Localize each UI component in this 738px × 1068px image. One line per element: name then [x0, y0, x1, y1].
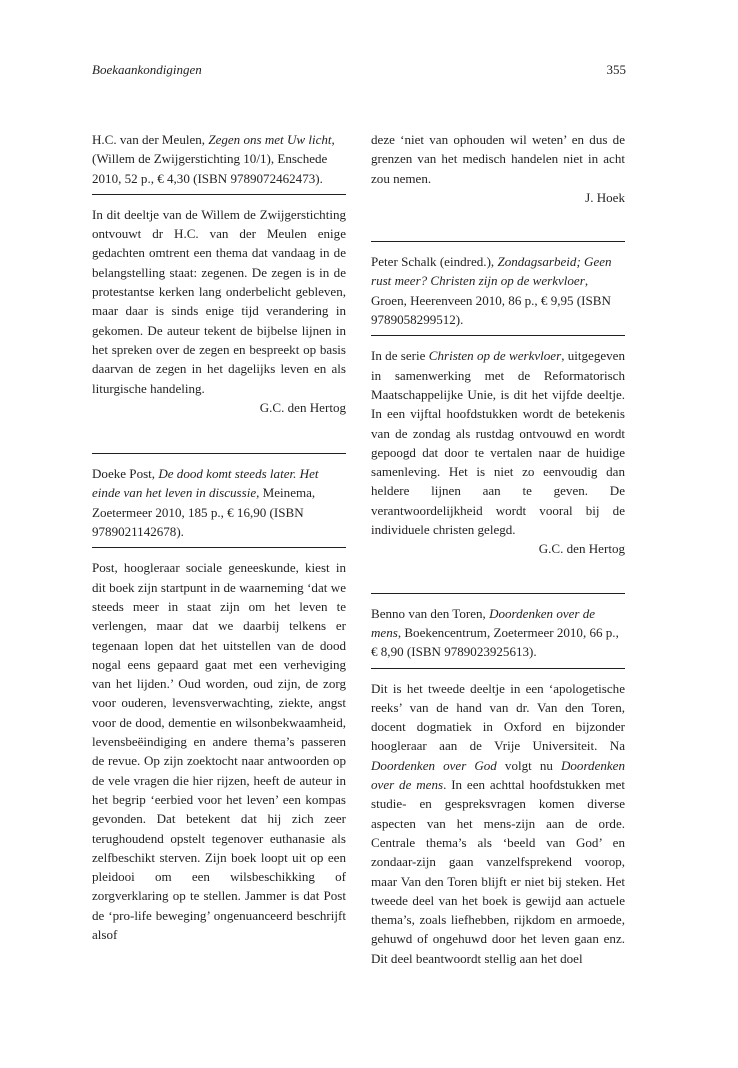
citation-author: Benno van den Toren,	[371, 605, 490, 621]
review-text-meulen: In dit deeltje van de Willem de Zwijgerstichting ontvouwt dr H.C. van der Meulen enige gedachten omtrent een thema dat vandaag in de belangstelling staat: zegenen. De zegen is in de protestantse kerken lang onderbelicht gebleven, maar daar is sinds enige tijd verandering in gekomen. De auteur tekent de bijbelse lijnen in het spreken over de zegen en bespreekt op basis daarvan de zegen in het dagelijks leven en als liturgische handeling.	[92, 206, 346, 396]
citation-author: Doeke Post,	[92, 466, 159, 482]
book-title-reference: Doordenken over de mens	[371, 757, 625, 793]
review-fragment: In de serie	[371, 348, 429, 364]
citation-title: Zegen ons met Uw licht	[208, 132, 332, 147]
divider-rule	[371, 668, 625, 669]
left-column	[92, 130, 346, 944]
reviewer-name: G.C. den Hertog	[538, 541, 625, 557]
citation-publication: Meinema, Zoetermeer 2010, 185 p., € 16,90 (ISBN 9789021142678).	[92, 485, 316, 540]
running-head-title: Boekaankondigingen	[92, 62, 202, 77]
review-text-schalk	[371, 346, 625, 539]
book-citation-schalk	[371, 252, 625, 329]
right-column	[371, 130, 625, 968]
review-text-post: Post, hoogleraar sociale geneeskunde, kiest in dit boek zijn startpunt in de waarneming ‘dat we steeds meer in staat zijn om het leven te verlengen, maar dat we daarbij telkens er tegenaan lopen dat het uitstellen van de dood nogal eens gepaard gaat met een verheviging van het lijden.’ Oud worden, oud zijn, de zorg voor ouderen, levensverwachting, ziekte, angst voor de dood, dementie en wilsonbekwaamheid, levensbeëindiging en andere thema’s passeren de revue. Op zijn zoektocht naar antwoorden op de vele vragen die hier rijzen, heeft de auteur in het begrip ‘eerbied voor het leven’ een kompas gevonden. Dat betekent dat hij zich zeer terughoudend opstelt tegenover euthanasie als zelfbeschikt sterven. Zijn boek loopt uit op een pleidooi om een wilsbeschikking of zorgverklaring op te stellen. Jammer is dat Post de ‘pro-life beweging’ ongenuanceerd beschrijft alsof	[92, 560, 346, 942]
reviewer-name: J. Hoek	[585, 189, 625, 205]
citation-author: H.C. van der Meulen,	[92, 132, 209, 147]
divider-rule	[92, 547, 346, 548]
reviewer-name: G.C. den Hertog	[259, 399, 346, 415]
divider-rule	[371, 241, 625, 242]
review-text-post-continued: deze ‘niet van ophouden wil weten’ en dus de grenzen van het medisch handelen niet in acht zou nemen.	[371, 132, 625, 186]
citation-title: Zondagsarbeid; Geen rust meer? Christen zijn op de werkvloer	[371, 254, 612, 289]
book-title-reference: Doordenken over God	[371, 757, 497, 773]
citation-title: De dood komt steeds later. Het einde van het leven in discussie,	[92, 466, 319, 501]
citation-title: Doordenken over de mens	[371, 605, 596, 640]
divider-rule	[92, 194, 346, 195]
divider-rule	[371, 593, 625, 594]
series-title: Christen op de werkvloer	[428, 348, 562, 364]
review-fragment: , uitgegeven in samenwerking met de Reformatorisch Maatschappelijke Unie, is dit het vijfde deeltje. In een vijftal hoofdstukken wordt de betekenis van de zondag als rustdag ontvouwd en wordt gepoogd dat door te vertalen naar de huidige samenleving. Het is niet zo eenvoudig dan heldere lijnen aan te geven. De verantwoordelijkheid wordt vooral bij de individuele christen gelegd.	[371, 348, 626, 538]
divider-rule	[92, 453, 346, 454]
review-fragment: Dit is het tweede deeltje in een ‘apologetische reeks’ van de hand van dr. Van den Toren, docent dogmatiek in Oxford en bijzonder hoogleraar aan de Vrije Universiteit. Na	[371, 680, 625, 754]
citation-publication: , (Willem de Zwijgerstichting 10/1), Enschede 2010, 52 p., € 4,30 (ISBN 9789072462473).	[92, 132, 335, 186]
citation-author: Peter Schalk (eindred.),	[371, 254, 498, 270]
review-text-toren	[371, 679, 625, 968]
book-citation-toren	[371, 604, 625, 662]
review-fragment: . In een achttal hoofdstukken met studie- en gespreksvragen komen diverse aspecten van het mens-zijn aan de orde. Centrale thema’s als ‘beeld van God’ en zondaar-zijn gaan vanzelfsprekend voorop, maar Van den Toren blijft er niet bij steken. Het tweede deel van het boek is gewijd aan actuele thema’s, zoals liefhebben, rijkdom en armoede, gehuwd of ongehuwd door het leven gaan enz. Dit deel beantwoordt stellig aan het doel	[371, 777, 626, 966]
book-citation-post	[92, 464, 346, 541]
divider-rule	[371, 335, 625, 336]
book-citation-meulen	[92, 130, 346, 188]
citation-publication: , Boekencentrum, Zoetermeer 2010, 66 p., € 8,90 (ISBN 9789023925613).	[371, 624, 619, 660]
page-number: 355	[606, 62, 626, 77]
review-fragment: volgt nu	[496, 757, 561, 773]
citation-publication: , Groen, Heerenveen 2010, 86 p., € 9,95 (ISBN 9789058299512).	[371, 273, 611, 328]
